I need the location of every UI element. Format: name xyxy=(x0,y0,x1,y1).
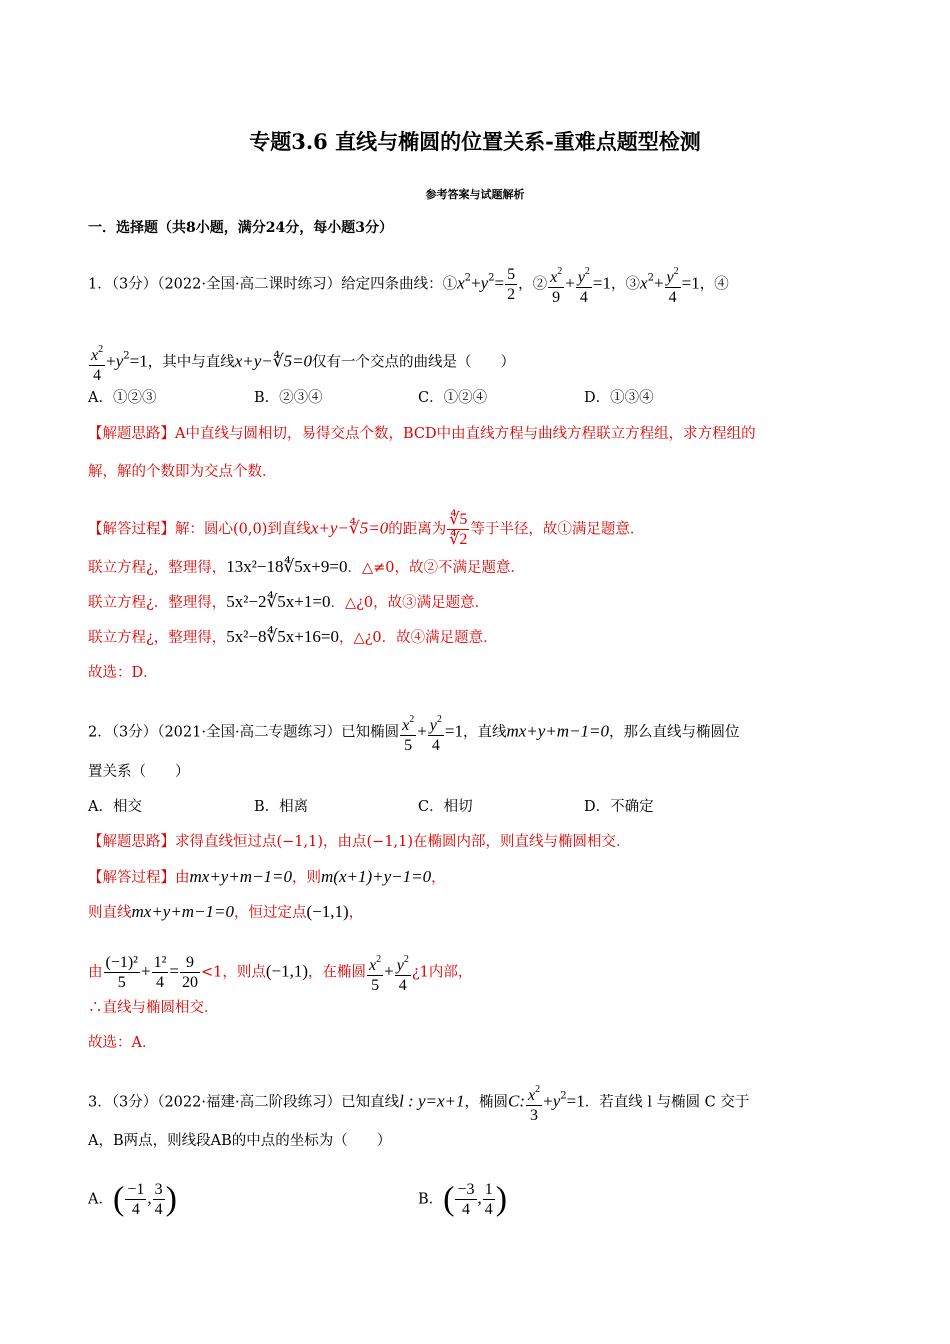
q2-option-a[interactable]: A．相交 xyxy=(88,799,142,815)
q3-option-b[interactable]: B．( $\frac{-3}{4}$ , $\frac{1}{4}$ ) xyxy=(418,1180,508,1218)
q1-idea-line2: 解，解的个数即为交点个数． xyxy=(88,464,277,480)
q2-stem-line1: 2．（3分）（2021·全国·高二专题练习）已知椭圆 $\frac{x^2}{5}$ + $\frac{y^2}{4}$ =1，直线mx+y+m−1=0，那么直线与椭圆位 xyxy=(88,710,740,755)
q1-option-c[interactable]: C．①②④ xyxy=(418,390,488,406)
q2-option-c[interactable]: C．相切 xyxy=(418,799,473,815)
q2-proc-line1: 【解答过程】由mx+y+m−1=0，则m(x+1)+y−1=0， xyxy=(88,867,446,886)
q2-proc-line2: 则直线mx+y+m−1=0，恒过定点(−1,1)， xyxy=(88,902,364,921)
q2-idea: 【解题思路】求得直线恒过点(−1,1)，由点(−1,1)在椭圆内部，则直线与椭圆相交． xyxy=(88,834,631,850)
q3-option-a[interactable]: A．( $\frac{-1}{4}$ , $\frac{3}{4}$ ) xyxy=(88,1180,177,1218)
q3-stem-line1: 3．（3分）（2022·福建·高二阶段练习）已知直线l : y=x+1，椭圆C: $\frac{x^2}{3}$ $+y^2=1$．若直线 l 与椭圆 C 交于 xyxy=(88,1080,749,1125)
q1-proc-line4: 联立方程¿，整理得，5x²−8∜5x+16=0，△¿0．故④满足题意． xyxy=(88,627,498,646)
q1-proc-line1: 【解答过程】解：圆心(0,0)到直线x+y−∜5=0的距离为 $\frac{∜5}{∜2}$ 等于半径，故①满足题意． xyxy=(88,511,645,548)
q3-stem-line2: A，B两点，则线段AB的中点的坐标为（ ） xyxy=(88,1133,392,1149)
q2-proc-line3: 由 $\frac{\text{(−1)²}}{5}$ + $\frac{\text{1²}}{4}$ = $\frac{9}{20}$ <1，则点(−1,1)，在椭圆 $\frac{x^2}{5}$ + $\frac{y^2}{4}$ ¿1内部， xyxy=(88,950,472,995)
q2-stem-line2: 置关系（ ） xyxy=(88,764,190,780)
q1-idea-line1: 【解题思路】A中直线与圆相切，易得交点个数，BCD中由直线方程与曲线方程联立方程组，求方程组的 xyxy=(88,426,756,442)
page-subtitle: 参考答案与试题解析 xyxy=(425,188,525,201)
q1-answer: 故选：D． xyxy=(88,665,158,681)
q1-option-d[interactable]: D．①③④ xyxy=(584,390,654,406)
q2-option-d[interactable]: D．不确定 xyxy=(584,799,654,815)
page-title: 专题3.6 直线与椭圆的位置关系-重难点题型检测 xyxy=(249,129,701,154)
q1-stem-line1: 1．（3分）（2022·全国·高二课时练习）给定四条曲线：$①x^2+y^2=$ $\frac{5}{2}$ ，② $\frac{x^2}{9}$ + $\frac{y^2}{4}$ =1，$③x^2+$ $\frac{y^2}{4}$ =1，④ xyxy=(88,262,729,307)
q1-option-a[interactable]: A．①②③ xyxy=(88,390,157,406)
q1-proc-line3: 联立方程¿．整理得，5x²−2∜5x+1=0．△¿0，故③满足题意． xyxy=(88,592,490,611)
q2-answer: 故选：A． xyxy=(88,1035,157,1051)
section-heading: 一．选择题（共8小题，满分24分，每小题3分） xyxy=(88,220,393,236)
q1-proc-line2: 联立方程¿，整理得，13x²−18∜5x+9=0．△≠0，故②不满足题意． xyxy=(88,557,526,576)
q1-option-b[interactable]: B．②③④ xyxy=(254,390,323,406)
q1-stem-line2: $\frac{x^2}{4}$ $+y^2=1$，其中与直线x+y−∜5=0仅有一个交点的曲线是（ ） xyxy=(88,340,515,385)
q2-conclusion: ∴直线与椭圆相交． xyxy=(88,1000,219,1016)
q2-option-b[interactable]: B．相离 xyxy=(254,799,309,815)
